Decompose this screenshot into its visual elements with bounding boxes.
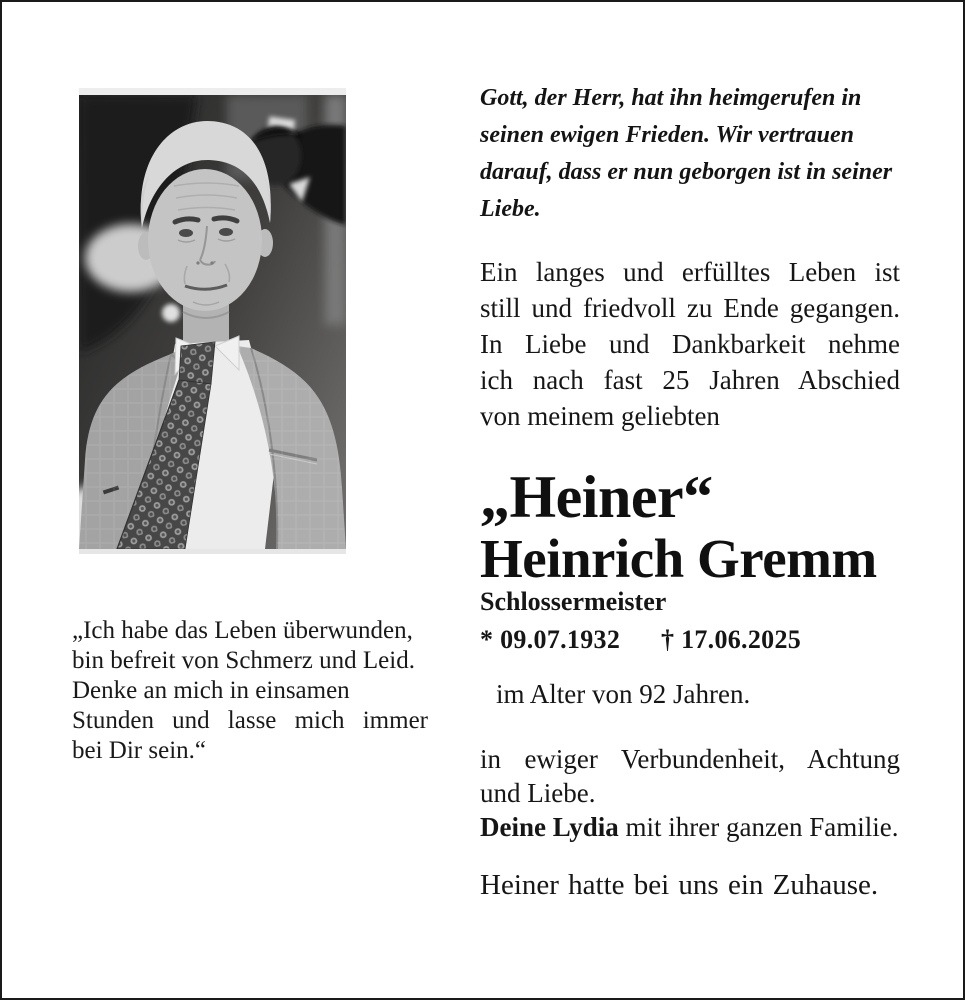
quote-line: Stunden und lasse mich immer [72,707,428,734]
quote-line: bin befreit von Schmerz und Leid. [72,647,415,674]
closing-line: Heiner hatte bei uns ein Zuhause. [480,869,879,901]
quote-line: bei Dir sein.“ [72,737,206,764]
intro-line: In Liebe und Dankbarkeit nehme [480,329,900,359]
farewell-paragraph [480,742,900,844]
memorial-quote [72,616,428,766]
verse-line: seinen ewigen Frieden. Wir vertrauen [480,122,855,148]
quote-line: Denke an mich in einsamen [72,677,350,704]
verse-line: darauf, dass er nun geborgen ist in seiner [480,159,893,185]
cross-icon: † [660,625,675,654]
age-line: im Alter von 92 Jahren. [496,679,751,709]
deceased-name: Heinrich Gremm [480,528,877,589]
quote-line: „Ich habe das Leben überwunden, [72,617,413,644]
life-dates [480,624,801,656]
opening-verse [480,80,900,228]
signature-rest: mit ihrer ganzen Familie. [625,812,899,842]
right-column [480,2,900,1000]
signature-line [480,810,900,844]
intro-paragraph [480,254,900,434]
verse-line: Gott, der Herr, hat ihn heimgerufen in [480,85,862,111]
profession-label: Schlossermeister [480,587,667,616]
intro-line: still und friedvoll zu Ende gegangen. [480,293,900,323]
signature-name: Deine Lydia [480,812,619,842]
death-date: 17.06.2025 [681,625,802,654]
intro-line: von meinem geliebten [480,401,720,431]
birth-date: 09.07.1932 [500,625,621,654]
deceased-names [480,464,900,588]
intro-line: Ein langes und erfülltes Leben ist [480,257,900,287]
farewell-line: in ewiger Verbundenheit, Achtung [480,744,900,774]
nickname-title: „Heiner“ [480,464,713,530]
photo-bottom-edge [79,549,346,554]
intro-line: ich nach fast 25 Jahren Abschied [480,365,900,395]
photo-content [79,95,346,554]
portrait-photo-svg [79,88,346,554]
born-asterisk-icon: * [480,625,494,654]
portrait-photo [79,88,346,554]
left-eye [179,229,193,237]
verse-line: Liebe. [480,196,541,222]
right-eye [219,228,233,236]
farewell-line: und Liebe. [480,778,596,808]
photo-top-edge [79,88,346,95]
